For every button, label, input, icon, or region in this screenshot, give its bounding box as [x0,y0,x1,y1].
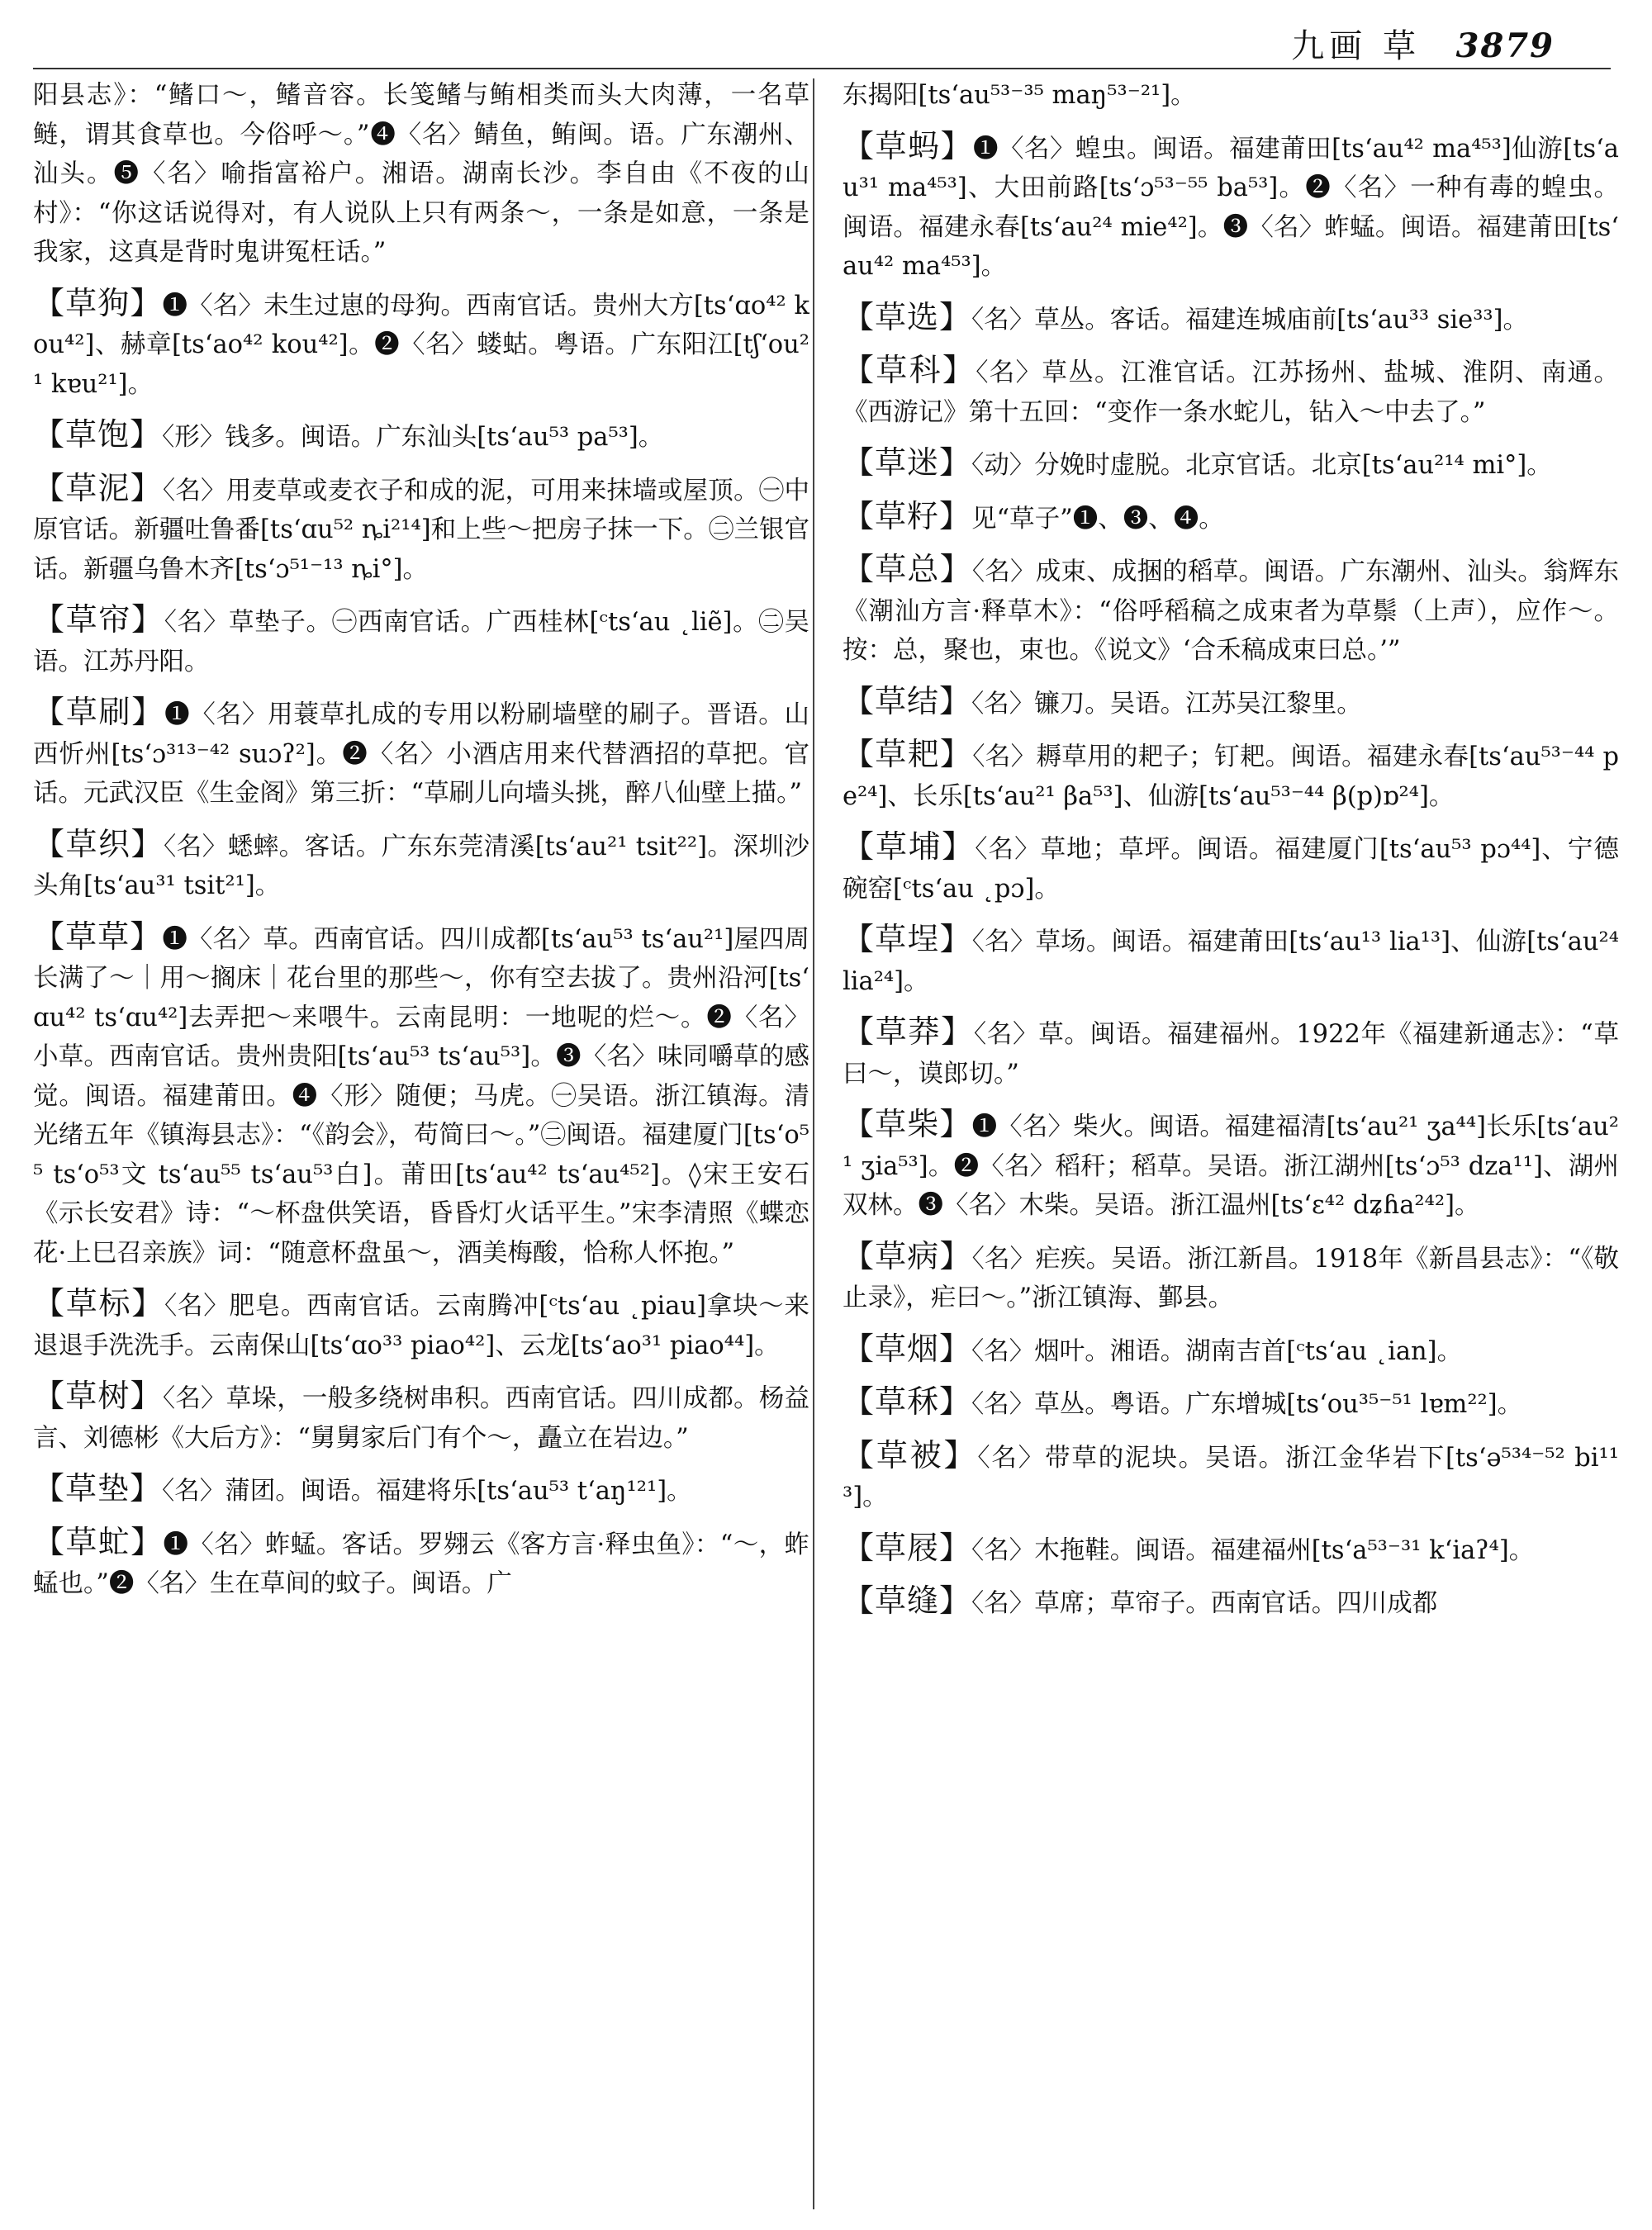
entry-definition: 〈名〉肥皂。西南官话。云南腾冲[ᶜtsʻau ˛piau]拿块～来退退手洗洗手。云南保山[tsʻɑo³³ piao⁴²]、云龙[tsʻao³¹ piao⁴⁴]。 [33,1292,809,1360]
entry-headword: 【草埕】 [843,921,972,957]
dictionary-entry [33,1377,809,1458]
entry-definition: 〈名〉镰刀。吴语。江苏吴江黎里。 [971,689,1362,719]
entry-headword: 【草虻】 [33,1523,164,1560]
entry-headword: 【草缝】 [843,1582,972,1619]
entry-headword: 【草织】 [33,825,164,862]
continued-entry-text: 阳县志》：“鳍口～，鳍音容。长笺鳍与鲔相类而头大肉薄，一名草鲢，谓其食草也。今俗呼～。”❹〈名〉鲭鱼，鲔闽。语。广东潮州、汕头。❺〈名〉喻指富裕户。湘语。湖南长沙。李自由《不夜的山村》：“你这话说得对，有人说队上只有两条～，一条是如意，一条是我家，这真是背时鬼讲冤枉话。” [33,81,809,267]
entry-definition: 〈名〉草丛。客话。福建连城庙前[tsʻau³³ sie³³]。 [971,305,1529,334]
entry-definition: 〈名〉木拖鞋。闽语。福建福州[tsʻa⁵³⁻³¹ kʻiaʔ⁴]。 [971,1535,1535,1565]
dictionary-entry [843,298,1619,340]
entry-headword: 【草总】 [843,551,972,587]
entry-definition: 〈名〉草场。闽语。福建莆田[tsʻau¹³ lia¹³]、仙游[tsʻau²⁴ lia²⁴]。 [843,928,1619,996]
dictionary-entry [843,735,1619,816]
entry-headword: 【草秝】 [843,1383,972,1420]
entry-definition: 〈名〉草垛，一般多绕树串积。西南官话。四川成都。杨益言、刘德彬《大后方》：“舅舅家后门有个～，矗立在岩边。” [33,1384,809,1453]
entry-definition: ❶〈名〉草。西南官话。四川成都[tsʻau⁵³ tsʻau²¹]屋四周长满了～｜用～搁床｜花台里的那些～，你有空去拔了。贵州沿河[tsʻɑu⁴² tsʻɑu⁴²]去弄把～来喂牛。云南昆明：一地呢的烂～。❷〈名〉小草。西南官话。贵州贵阳[tsʻau⁵³ tsʻau⁵³]。❸〈名〉味同嚼草的感觉。闽语。福建莆田。❹〈形〉随便；马虎。㊀吴语。浙江镇海。清光绪五年《镇海县志》：“《韵会》，苟简曰～。”㊁闽语。福建厦门[tsʻo⁵⁵ tsʻo⁵³文 tsʻau⁵⁵ tsʻau⁵³白]。莆田[tsʻau⁴² tsʻau⁴⁵²]。◊宋王安石《示长安君》诗：“～杯盘供笑语，昏昏灯火话平生。”宋李清照《蝶恋花·上巳召亲族》词：“随意杯盘虽～，酒美梅酸，恰称人怀抱。” [33,924,809,1268]
dictionary-entry [843,1105,1619,1226]
entry-definition: 〈名〉草垫子。㊀西南官话。广西桂林[ᶜtsʻau ˛liẽ]。㊁吴语。江苏丹阳。 [33,608,809,676]
dictionary-entry [843,920,1619,1001]
dictionary-entry [33,1284,809,1365]
entry-headword: 【草埔】 [843,828,976,865]
entry-headword: 【草籽】 [843,497,972,534]
running-head [1291,20,1555,67]
dictionary-entry [843,550,1619,671]
page-header [0,15,1652,73]
entry-definition: 〈名〉草席；草帘子。西南官话。四川成都 [971,1589,1438,1618]
dictionary-entry [843,1237,1619,1318]
dictionary-entry [843,682,1619,724]
entry-definition: 〈名〉用麦草或麦衣子和成的泥，可用来抹墙或屋顶。㊀中原官话。新疆吐鲁番[tsʻɑu⁵² ȵi²¹⁴]和上些～把房子抹一下。㊁兰银官话。新疆乌鲁木齐[tsʻɔ⁵¹⁻¹³ ȵi°]。 [33,476,809,584]
entry-headword: 【草垫】 [33,1470,163,1506]
left-column [33,76,809,2215]
entry-headword: 【草迷】 [843,444,972,481]
entry-definition: ❶〈名〉未生过崽的母狗。西南官话。贵州大方[tsʻɑo⁴² kou⁴²]、赫章[tsʻao⁴² kou⁴²]。❷〈名〉蝼蛄。粤语。广东阳江[tʃʻou²¹ kɐu²¹]。 [33,291,809,399]
entry-headword: 【草屐】 [843,1529,972,1566]
entry-definition: ❶〈名〉蚱蜢。客话。罗翙云《客方言·释虫鱼》：“～，蚱蜢也。”❷〈名〉生在草间的蚊子。闽语。广 [33,1530,809,1598]
page-number: 3879 [1455,26,1555,65]
entry-headword: 【草耙】 [843,736,973,772]
entry-headword: 【草科】 [843,352,976,388]
entry-headword: 【草烟】 [843,1330,972,1367]
entry-headword: 【草泥】 [33,469,163,506]
dictionary-entry [33,825,809,906]
dictionary-entry [33,1469,809,1511]
entry-definition: 〈名〉耨草用的耙子；钉耙。闽语。福建永春[tsʻau⁵³⁻⁴⁴ pe²⁴]、长乐[tsʻau²¹ βa⁵³]、仙游[tsʻau⁵³⁻⁴⁴ β(p)ɒ²⁴]。 [843,743,1619,811]
dictionary-entry [843,1013,1619,1094]
entry-definition: 〈名〉烟叶。湘语。湖南吉首[ᶜtsʻau ˛ian]。 [971,1336,1463,1366]
entry-headword: 【草蚂】 [843,127,974,164]
entry-headword: 【草柴】 [843,1106,972,1142]
dictionary-entry [843,1582,1619,1624]
header-rule [33,68,1611,69]
entry-definition: 〈名〉带草的泥块。吴语。浙江金华岩下[tsʻə⁵³⁴⁻⁵² bi¹¹³]。 [843,1443,1619,1511]
dictionary-entry [843,828,1619,909]
dictionary-entry [843,1330,1619,1372]
entry-definition: 〈名〉成束、成捆的稻草。闽语。广东潮州、汕头。翁辉东《潮汕方言·释草木》：“俗呼稻稿之成束者为草鬃（上声），应作～。按：总，聚也，束也。《说文》‘合禾稿成束曰总。’” [843,558,1619,665]
entry-headword: 【草饱】 [33,416,163,453]
column-divider [813,78,814,2209]
entry-definition: 〈名〉草丛。粤语。广东增城[tsʻou³⁵⁻⁵¹ lɐm²²]。 [971,1390,1523,1419]
dictionary-entry [843,1529,1619,1571]
entry-headword: 【草病】 [843,1237,972,1274]
entry-headword: 【草帘】 [33,601,164,638]
entry-headword: 【草树】 [33,1378,163,1414]
dictionary-entry [843,351,1619,432]
dictionary-entry [33,600,809,681]
entry-definition: 〈名〉蟋蟀。客话。广东东莞清溪[tsʻau²¹ tsit²²]。深圳沙头角[tsʻau³¹ tsit²¹]。 [33,832,809,900]
dictionary-entry [843,1436,1619,1517]
dictionary-entry [843,497,1619,539]
entry-definition: ❶〈名〉蝗虫。闽语。福建莆田[tsʻau⁴² ma⁴⁵³]仙游[tsʻau³¹ ma⁴⁵³]、大田前路[tsʻɔ⁵³⁻⁵⁵ ba⁵³]。❷〈名〉一种有毒的蝗虫。闽语。福建永春[tsʻau²⁴ mie⁴²]。❸〈名〉蚱蜢。闽语。福建莆田[tsʻau⁴² ma⁴⁵³]。 [843,134,1619,281]
right-column [843,76,1619,2215]
entry-definition: 〈名〉草地；草坪。闽语。福建厦门[tsʻau⁵³ pɔ⁴⁴]、宁德碗窑[ᶜtsʻau ˛pɔ]。 [843,835,1619,904]
entry-headword: 【草刷】 [33,694,165,730]
entry-headword: 【草结】 [843,682,972,719]
entry-definition: 〈名〉蒲团。闽语。福建将乐[tsʻau⁵³ tʻaŋ¹²¹]。 [162,1477,692,1506]
entry-headword: 【草莽】 [843,1013,974,1050]
entry-definition: 〈名〉草丛。江淮官话。江苏扬州、盐城、淮阴、南通。《西游记》第十五回：“变作一条水蛇儿，钻入～中去了。” [843,358,1619,427]
continued-entry-text: 东揭阳[tsʻau⁵³⁻³⁵ maŋ⁵³⁻²¹]。 [843,81,1196,110]
radical-label: 草 [1382,27,1421,65]
entry-definition: ❶〈名〉柴火。闽语。福建福清[tsʻau²¹ ʒa⁴⁴]长乐[tsʻau²¹ ʒia⁵³]。❷〈名〉稻秆；稻草。吴语。浙江湖州[tsʻɔ⁵³ dza¹¹]、湖州双林。❸〈名〉木柴。吴语。浙江温州[tsʻɛ⁴² dʑɦa²⁴²]。 [843,1113,1619,1220]
dictionary-entry [843,444,1619,486]
entry-definition: 〈形〉钱多。闽语。广东汕头[tsʻau⁵³ pa⁵³]。 [162,423,664,452]
entry-definition: 〈名〉疟疾。吴语。浙江新昌。1918年《新昌县志》：“《敬止录》，疟曰～。”浙江镇海、鄞县。 [843,1244,1619,1312]
dictionary-entry [33,918,809,1274]
dictionary-entry [33,415,809,458]
entry-headword: 【草标】 [33,1285,164,1321]
entry-headword: 【草被】 [843,1436,978,1473]
dictionary-entry [33,469,809,590]
entry-definition: ❶〈名〉用蓑草扎成的专用以粉刷墙壁的刷子。晋语。山西忻州[tsʻɔ³¹³⁻⁴² suɔʔ²]。❷〈名〉小酒店用来代替酒招的草把。官话。元武汉臣《生金阁》第三折：“草刷儿向墙头挑，醉八仙壁上描。” [33,700,809,808]
entry-headword: 【草草】 [33,918,163,955]
entry-definition: 〈动〉分娩时虚脱。北京官话。北京[tsʻau²¹⁴ mi°]。 [971,451,1552,480]
entry-headword: 【草选】 [843,298,972,335]
dictionary-entry [33,284,809,405]
dictionary-entry [33,1523,809,1604]
dictionary-entry [843,127,1619,287]
entry-definition: 见“草子”❶、❸、❹。 [971,504,1224,534]
entry-definition: 〈名〉草。闽语。福建福州。1922年《福建新通志》：“草曰～，谟郎切。” [843,1020,1619,1089]
dictionary-entry [843,1383,1619,1425]
stroke-count: 九画 [1291,27,1368,65]
entry-headword: 【草狗】 [33,284,163,321]
dictionary-entry [33,693,809,814]
